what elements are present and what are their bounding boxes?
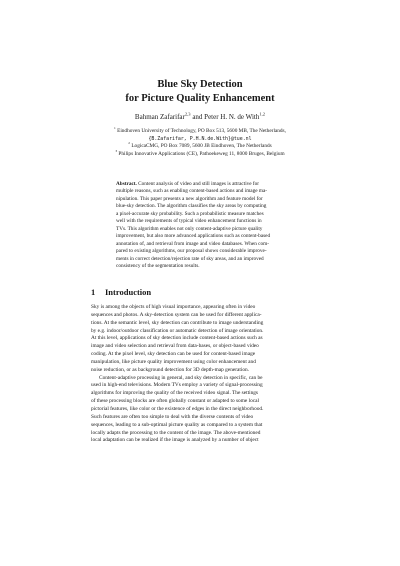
abstract-line: a pixel-accurate sky probability. Such a probabilistic measure matches (116, 210, 264, 217)
author-affiliation-marker: 1,2 (259, 111, 266, 117)
affiliation-text: Philips Innovative Applications (CE), Pathoekeweg 11, 8000 Bruges, Belgium (118, 150, 285, 157)
body-line: pictorial features, like color or the existence of edges in the direct neighborhood. (91, 405, 264, 412)
affiliation-item (0, 128, 400, 136)
body-line: Such features are often too simple to deal with the diverse contents of video (91, 413, 254, 420)
author-list (0, 113, 400, 122)
section-title: Introduction (105, 287, 152, 297)
abstract-label: Abstract. (116, 181, 137, 187)
body-line: locally adapts the processing to the content of the image. The above-mentioned (91, 429, 261, 436)
abstract-line: ments in correct detection/rejection rate of sky areas, and an improved (116, 255, 264, 262)
section-heading (91, 287, 151, 297)
abstract-line: improvement, but also more advanced applications such as content-based (116, 233, 271, 240)
body-line: sequences and photos. A sky-detection system can be used for different applica- (91, 311, 262, 318)
abstract-line (116, 181, 308, 188)
affiliation-text: LogicaCMG, PO Box 7089, 5600 JB Eindhoven, The Netherlands (131, 143, 272, 149)
title-line-2: for Picture Quality Enhancement (125, 93, 275, 104)
abstract-line: blue-sky detection. The algorithm classifies the sky areas by computing (116, 203, 267, 210)
body-line: of these processing blocks are often globally constant or adapted to some local (91, 398, 259, 405)
affiliation-list (0, 128, 400, 158)
author-conjunction: and (192, 113, 203, 121)
body-text (91, 304, 313, 445)
author-affiliation-marker: 2,3 (184, 111, 191, 117)
affiliation-item (0, 143, 400, 151)
section-number: 1 (91, 287, 96, 297)
body-line: used in high-end televisions. Modern TVs employ a variety of signal-processing (91, 382, 263, 389)
body-line: sequences, leading to a sub-optimal picture quality as compared to a system that (91, 421, 263, 428)
abstract-line: annotation of, and retrieval from image and video databases. When com- (116, 240, 269, 247)
paper-title (0, 78, 400, 106)
body-line: tions. At the semantic level, sky detection can contribute to image understanding (91, 319, 264, 326)
affiliation-marker: 3 (115, 148, 118, 153)
author-email[interactable]: {B.Zafarifar, P.H.N.de.With}@tue.nl (148, 135, 252, 142)
abstract-line: pared to existing algorithms, our proposal shows considerable improve- (116, 248, 267, 255)
affiliation-item (0, 148, 400, 159)
title-line-1: Blue Sky Detection (157, 79, 243, 90)
abstract-text: Content analysis of video and still images is attractive for (138, 181, 260, 187)
affiliation-email-line (0, 136, 400, 144)
body-line: coding. At the pixel level, sky detection can be used for content-based image (91, 351, 256, 358)
body-line: algorithms for improving the quality of the received video signal. The settings (91, 390, 259, 397)
abstract-line: nipulation. This paper presents a new algorithm and feature model for (116, 195, 263, 202)
abstract-line: consistency of the segmentation results. (116, 263, 200, 270)
abstract-line: multiple reasons, such as enabling content-based actions and image ma- (116, 188, 268, 195)
body-line: image and video selection and retrieval from data-bases, or object-based video (91, 343, 259, 350)
body-line: by e.g. indoor/outdoor classification or automatic detection of image orientation. (91, 327, 264, 334)
author-name: Bahman Zafarifar (134, 113, 185, 121)
affiliation-text: Eindhoven University of Technology, PO Box 513, 5600 MB, The Netherlands, (117, 128, 286, 134)
affiliation-marker: 1 (114, 126, 116, 131)
abstract-block (116, 181, 308, 271)
affiliation-marker: 2 (128, 141, 130, 146)
body-line: Sky is among the objects of high visual importance, appearing often in video (91, 304, 256, 310)
body-line: noise reduction, or as background detection for 3D depth-map generation. (91, 366, 250, 373)
body-line: Content-adaptive processing in general, and sky detection in specific, can be (99, 374, 263, 381)
body-line: At this level, applications of sky detection include content-based actions such as (91, 335, 263, 342)
body-line: manipulation, like picture quality improvement using color enhancement and (91, 358, 256, 365)
abstract-line: well with the requirements of typical video enhancement functions in (116, 218, 262, 225)
author-name: Peter H. N. de With (204, 113, 260, 121)
abstract-line: TVs. This algorithm enables not only content-adaptive picture quality (116, 225, 263, 232)
body-line: local adaptation can be realized if the image is analyzed by a number of object (91, 437, 259, 444)
